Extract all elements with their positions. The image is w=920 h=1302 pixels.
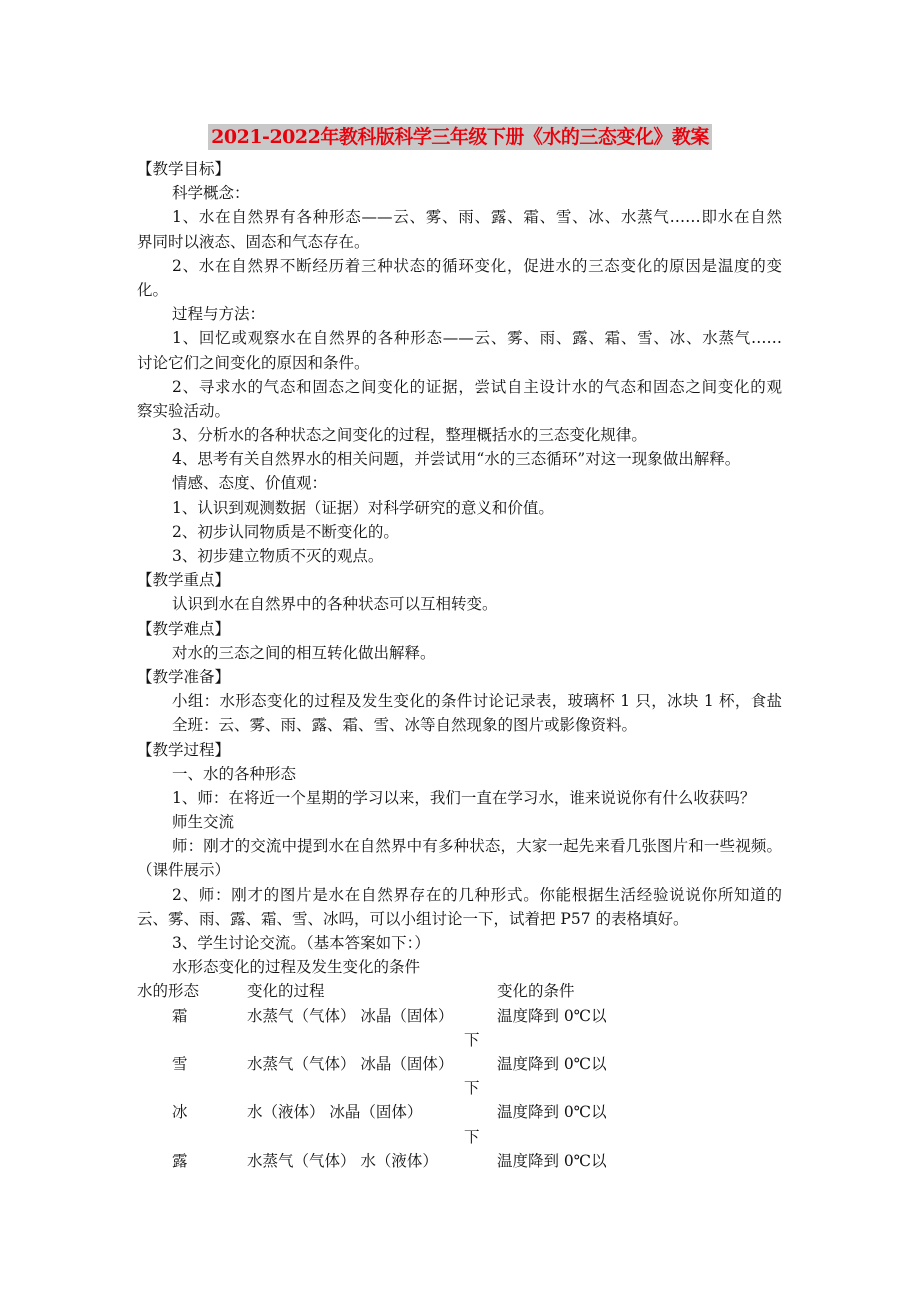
text-line: 科学概念： [172,184,250,203]
text-line: 1、水在自然界有各种形态——云、雾、雨、露、霜、雪、冰、水蒸气……即水在自然 [172,208,782,227]
text-line: 3、学生讨论交流。（基本答案如下：） [172,934,430,952]
cell-form: 冰 [172,1103,188,1122]
text-line: 过程与方法： [172,305,266,324]
cell-wrap: 下 [464,1127,480,1146]
table-row [137,1100,782,1124]
text-line: 3、分析水的各种状态之间变化的过程，整理概括水的三态变化规律。 [172,426,647,445]
cell-form: 霜 [172,1006,188,1025]
cell-process: 水（液体） 冰晶（固体） [247,1103,423,1122]
text-line: 全班：云、雾、雨、露、霜、雪、冰等自然现象的图片或影像资料。 [172,716,638,735]
table-row [137,1125,782,1149]
text-line: 1、师：在将近一个星期的学习以来，我们一直在学习水，谁来说说你有什么收获吗？ [172,788,756,807]
text-line: 【教学准备】 [137,667,231,686]
cell-condition: 温度降到 0℃以 [497,1103,607,1122]
table-row [137,1149,782,1173]
table-row [137,1052,782,1076]
table-row [137,1004,782,1028]
cell-process: 水蒸气（气体） 冰晶（固体） [247,1054,454,1073]
cell-wrap: 下 [464,1030,480,1049]
text-line: 讨论它们之间变化的原因和条件。 [137,353,370,372]
text-line: 2、水在自然界不断经历着三种状态的循环变化，促进水的三态变化的原因是温度的变 [172,256,782,275]
table-row [137,1028,782,1052]
table-row [137,979,782,1003]
text-line: 2、寻求水的气态和固态之间变化的证据，尝试自主设计水的气态和固态之间变化的观 [172,377,782,396]
cell-form: 雪 [172,1054,188,1073]
cell-condition: 温度降到 0℃以 [497,1151,607,1170]
cell-process: 水蒸气（气体） 冰晶（固体） [247,1006,454,1025]
text-line: 对水的三态之间的相互转化做出解释。 [172,643,436,662]
cell-wrap: 下 [464,1079,480,1098]
text-line: 云、雾、雨、露、霜、雪、冰吗，可以小组讨论一下，试着把 P57 的表格填好。 [137,909,689,928]
text-line: （课件展示） [137,861,231,880]
document-title [0,122,920,149]
header-process: 变化的过程 [247,982,325,1001]
text-line: 师：刚才的交流中提到水在自然界中有多种状态，大家一起先来看几张图片和一些视频。 [172,837,782,856]
header-condition: 变化的条件 [497,982,575,1001]
text-line: 2、师：刚才的图片是水在自然界存在的几种形式。你能根据生活经验说说你所知道的 [172,885,782,904]
text-line: 水形态变化的过程及发生变化的条件 [172,958,421,977]
text-line: 化。 [137,280,169,299]
cell-form: 露 [172,1151,188,1170]
text-line: 察实验活动。 [137,401,231,420]
text-line: 3、初步建立物质不灭的观点。 [172,547,384,565]
text-line: 【教学重点】 [137,571,231,590]
text-line: 1、回忆或观察水在自然界的各种形态——云、雾、雨、露、霜、雪、冰、水蒸气…… [172,329,782,348]
cell-condition: 温度降到 0℃以 [497,1054,607,1073]
cell-process: 水蒸气（气体） 水（液体） [247,1151,438,1170]
document-body [137,157,782,1173]
cell-condition: 温度降到 0℃以 [497,1006,607,1025]
text-line: 1、认识到观测数据（证据）对科学研究的意义和价值。 [172,498,554,517]
text-line: 认识到水在自然界中的各种状态可以互相转变。 [172,595,498,614]
text-line: 【教学过程】 [137,740,231,759]
header-form: 水的形态 [137,982,200,1001]
text-line: 一、水的各种形态 [172,764,297,783]
title-text: 2021-2022年教科版科学三年级下册《水的三态变化》教案 [208,124,712,150]
text-line: 4、思考有关自然界水的相关问题，并尝试用“水的三态循环”对这一现象做出解释。 [172,450,741,469]
text-line: 小组：水形态变化的过程及发生变化的条件讨论记录表，玻璃杯 1 只，冰块 1 杯，食盐 [172,692,782,711]
text-line: 师生交流 [172,813,235,832]
text-line: 情感、态度、价值观： [172,474,328,493]
text-line: 【教学目标】 [137,160,231,178]
text-line: 2、初步认同物质是不断变化的。 [172,522,399,541]
text-line: 【教学难点】 [137,619,231,638]
text-line: 界同时以液态、固态和气态存在。 [137,232,370,251]
table-row [137,1076,782,1100]
